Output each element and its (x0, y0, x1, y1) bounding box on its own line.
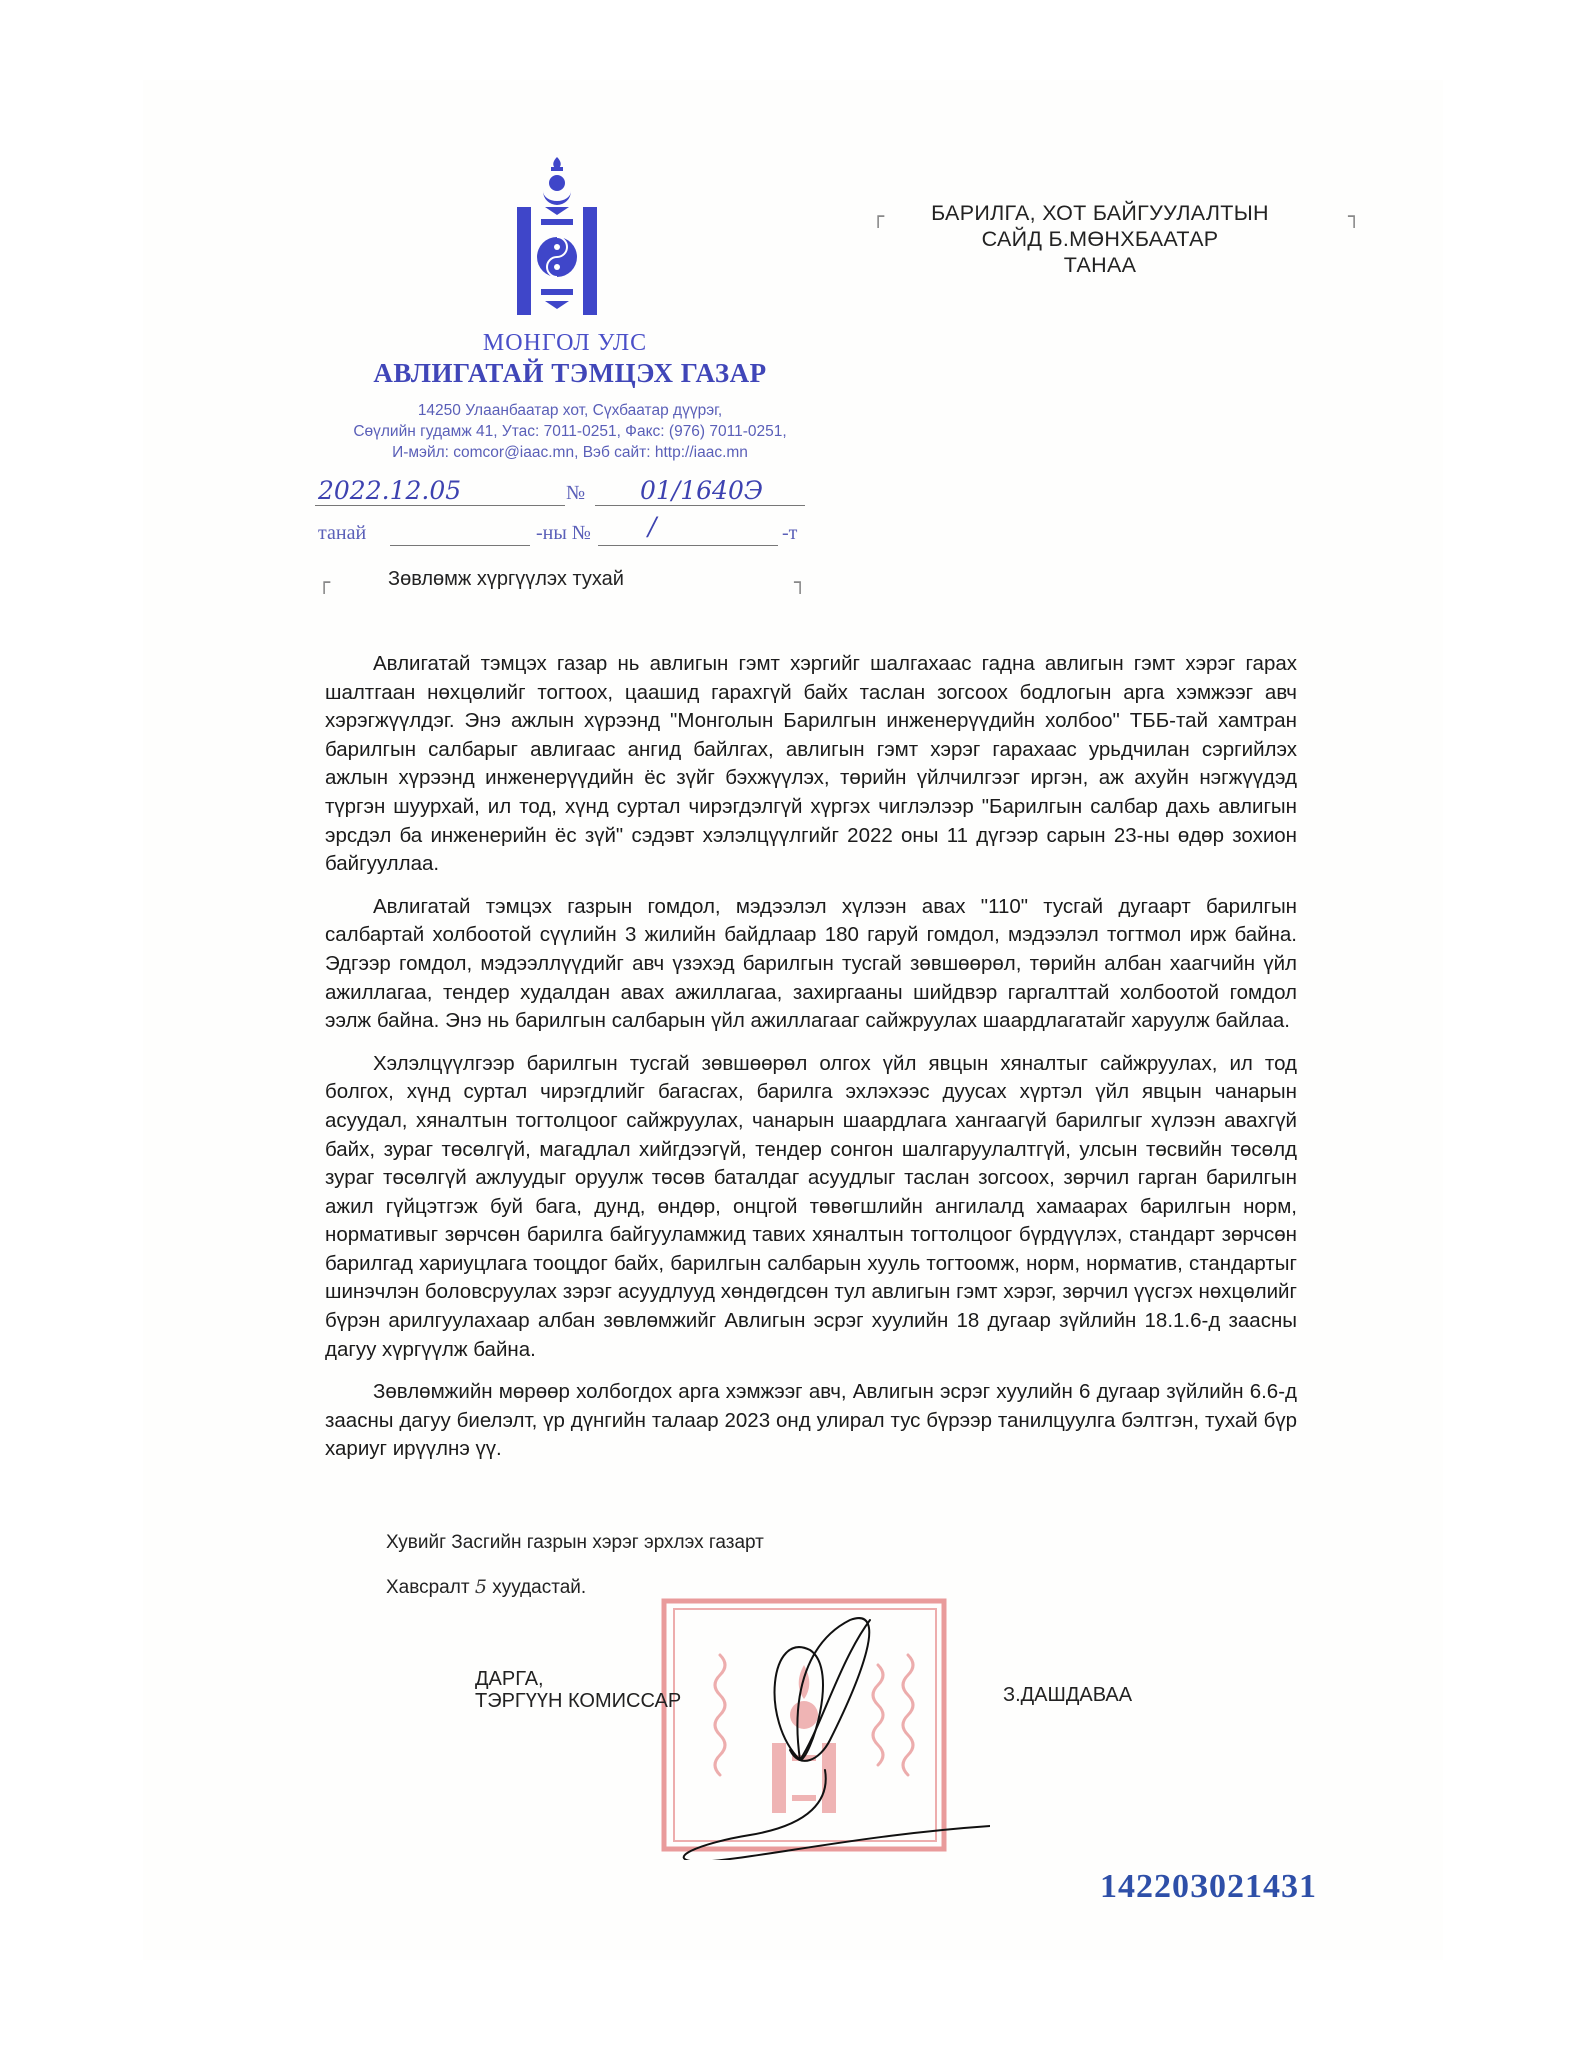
addressee-block (880, 200, 1320, 278)
signatory-title-line: ДАРГА, (475, 1668, 544, 1690)
handwritten-number: 01/1640Э (640, 476, 763, 505)
country-name: МОНГОЛ УЛС (482, 330, 648, 356)
date-underline (315, 505, 565, 506)
address-line: И-мэйл: comcor@iaac.mn, Вэб сайт: http://iaac.mn (392, 444, 748, 461)
attachment-count: 5 (474, 1576, 487, 1598)
registration-number: 14220З021431 (1100, 1868, 1317, 1905)
organization-name: АВЛИГАТАЙ ТЭМЦЭХ ГАЗАР (373, 358, 767, 388)
letter-date (318, 476, 461, 505)
your-number-label: -ны № (536, 522, 591, 544)
end-suffix: -т (782, 522, 798, 544)
bracket-top-right: ┐ (1348, 204, 1361, 228)
body-paragraph: Зөвлөмжийн мөрөөр холбогдох арга хэмжээг авч, Авлигын эсрэг хуулийн 6 дугаар зүйлийн 6.6-д заасны дагуу биелэлт, үр дүнгийн талаар 2023 онд улирал тус бүрээр танилцуулга бэлтгэн, тухай бүр хариуг ирүүлнэ үү. (325, 1380, 1297, 1461)
attachment-line (386, 1576, 586, 1599)
address-line: Сөүлийн гудамж 41, Утас: 7011-0251, Факс: (976) 7011-0251, (353, 423, 787, 440)
your-date-underline (390, 545, 530, 546)
attachment-prefix: Хавсралт (386, 1577, 470, 1598)
number-underline (595, 505, 805, 506)
signatory-title (475, 1668, 681, 1712)
handwritten-signature (660, 1600, 990, 1860)
handwritten-date: 2022.12.05 (318, 476, 462, 505)
addressee-line: БАРИЛГА, ХОТ БАЙГУУЛАЛТЫН (931, 201, 1269, 225)
attachment-suffix: хуудастай. (492, 1577, 587, 1598)
letter-body (325, 650, 1297, 1478)
subject-bracket-left: ┌ (318, 570, 331, 594)
your-label: танай (318, 522, 367, 544)
signatory-name: З.ДАШДАВАА (1003, 1684, 1133, 1706)
body-paragraph: Авлигатай тэмцэх газрын гомдол, мэдээлэл хүлээн авах "110" тусгай дугаарт барилгын салбартай холбоотой сүүлийн 3 жилийн байдлаар 180 гаруй гомдол, мэдээлэл тогтмол ирж байна. Эдгээр гомдол, мэдээллүүдийг авч үзэхэд барилгын тусгай зөвшөөрөл, төрийн албан хаагчийн үйл ажиллагаа, тендер худалдан авах ажиллагаа, захиргааны шийдвэр гаргалттай холбоотой гомдол ээлж байна. Энэ нь барилгын салбарын үйл ажиллагааг сайжруулах шаардлагатайг харуулж байлаа. (325, 894, 1297, 1033)
subject-bracket-right: ┐ (794, 570, 807, 594)
letter-number (640, 476, 763, 505)
copy-to-line: Хувийг Засгийн газрын хэрэг эрхлэх газарт (386, 1532, 764, 1553)
signatory-title-line: ТЭРГҮҮН КОМИССАР (475, 1690, 682, 1712)
your-number-underline (598, 545, 778, 546)
number-symbol: № (566, 482, 586, 504)
addressee-line: ТАНАА (1063, 253, 1137, 277)
body-paragraph: Хэлэлцүүлгээр барилгын тусгай зөвшөөрөл олгох үйл явцын хяналтыг сайжруулах, ил тод болгох, хүнд суртал чирэгдлийг багасгах, барилга эхлэхээс дуусах хүртэл үйл явцын чанарын асуудал, хяналтын тогтолцоог сайжруулах, чанарын шаардлага хангаагүй барилгыг хүлээн авахгүй байх, зураг төсөлгүй, магадлал хийгдээгүй, тендер сонгон шалгаруулалтгүй, улсын төсвийн төсөлд зураг төсөлгүй ажлуудыг оруулж төсөв баталдаг асуудлыг таслан зогсоох, зөрчил гарган барилгын ажил гүйцэтгэж буй бага, дунд, өндөр, онцгой төвөгшлийн ангилалд хамаарах барилгын норм, нормативыг зөрчсөн барилга байгууламжид тавих хяналтын тогтолцоог бүрдүүлэх, стандарт зөрчсөн барилгад хариуцлага тооцдог байх, барилгын салбарын хууль тогтоомж, норм, норматив, стандартыг шинэчлэн боловсруулах зэрэг асуудлууд хөндөгдсөн тул авлигын гэмт хэрэг, зөрчил үүсгэх нөхцөлийг бүрэн арилгуулахаар албан зөвлөмжийг Авлигын эсрэг хуулийн 18 дугаар зүйлийн 18.1.6-д заасны дагуу хүргүүлж байна. (325, 1051, 1297, 1361)
bracket-top-left: ┌ (872, 204, 885, 228)
subject-line: Зөвлөмж хүргүүлэх тухай (388, 568, 624, 590)
soyombo-emblem-icon (517, 155, 597, 315)
addressee-line: САЙД Б.МӨНХБААТАР (981, 227, 1219, 251)
body-paragraph: Авлигатай тэмцэх газар нь авлигын гэмт хэргийг шалгахаас гадна авлигын гэмт хэрэг гарах шалтгаан нөхцөлийг тогтоох, цаашид гарахгүй байх таслан зогсоох бодлогын арга хэмжээг авч хэрэгжүүлдэг. Энэ ажлын хүрээнд "Монголын Барилгын инженерүүдийн холбоо" ТББ-тай хамтран барилгын салбарыг авлигаас ангид байлгах, авлигын гэмт хэрэг гарахаас урьдчилан сэргийлэх ажлын хүрээнд инженерүүдийн ёс зүйг бэхжүүлэх, төрийн үйлчилгээг иргэн, аж ахуйн нэгжүүдэд түргэн шуурхай, ил тод, хүнд суртал чирэгдэлгүй хүргэх чиглэлээр "Барилгын салбар дахь авлигын эрсдэл ба инженерийн ёс зүй" сэдэвт хэлэлцүүлгийг 2022 оны 11 дүгээр сарын 23-ны өдөр зохион байгууллаа. (325, 652, 1297, 876)
your-number-slash: / (648, 512, 657, 541)
organization-address (300, 400, 840, 463)
address-line: 14250 Улаанбаатар хот, Сүхбаатар дүүрэг, (417, 402, 723, 419)
